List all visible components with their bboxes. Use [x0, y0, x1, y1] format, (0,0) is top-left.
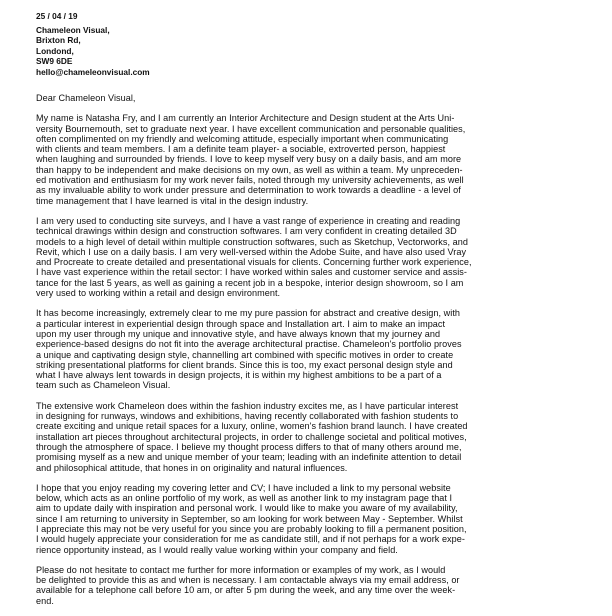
paragraph-line: versity Bournemouth, set to graduate next year. I have excellent communication and personable qualities,	[36, 123, 466, 134]
recipient-city: Londond,	[36, 45, 74, 56]
paragraph-line: ed motivation and enthusiasm for my work never fails, noted through my university achievements, as well	[36, 175, 464, 186]
paragraph-line: upon my user through my unique and innovative style, and have always known that my journey and	[36, 328, 441, 339]
paragraph-line: rience opportunity instead, as I would really value working within your company and field.	[36, 544, 398, 555]
letter-paragraph-6	[36, 565, 576, 606]
paragraph-line: I hope that you enjoy reading my covering letter and CV; I have included a link to my personal website	[36, 482, 451, 493]
paragraph-line: experience-based designs do not fit into the average architectural practise. Chameleon's portfolio proves	[36, 339, 462, 350]
paragraph-line: installation art pieces throughout architectural projects, in order to challenge societal and political motives,	[36, 431, 467, 442]
paragraph-line: team such as Chameleon Visual.	[36, 380, 171, 391]
paragraph-line: Please do not hesitate to contact me further for more information or examples of my work, as I would	[36, 564, 446, 575]
paragraph-line: create exciting and unique retail spaces for a luxury, online, women's fashion brand launch. I have created	[36, 421, 468, 432]
paragraph-line: My name is Natasha Fry, and I am currently an Interior Architecture and Design student at the Arts Uni-	[36, 113, 455, 124]
paragraph-line: promising myself as a new and unique member of your team; leading with an indefinite attention to detail	[36, 452, 462, 463]
letter-date: 25 / 04 / 19	[36, 11, 78, 21]
paragraph-line: aim to update daily with inspiration and personal work. I would like to make you aware of my availability,	[36, 503, 458, 514]
paragraph-line: time management that I have learned is vital in the design industry.	[36, 195, 309, 206]
paragraph-line: available for a telephone call before 10 am, or after 5 pm during the week, and any time over the week-	[36, 585, 456, 596]
paragraph-line: I would hugely appreciate your consideration for me as candidate still, and if not perhaps for a work expe-	[36, 534, 465, 545]
letter-paragraph-3	[36, 308, 576, 390]
letter-paragraph-1	[36, 113, 576, 206]
recipient-postcode: SW9 6DE	[36, 56, 73, 67]
paragraph-line: I have vast experience within the retail sector: I have worked within sales and customer service and assis-	[36, 267, 467, 278]
letter-paragraph-4	[36, 401, 576, 473]
paragraph-line: I appreciate this may not be very useful for you since you are probably looking to fill a permanent position,	[36, 523, 467, 534]
letter-salutation: Dear Chameleon Visual,	[36, 93, 136, 103]
paragraph-line: with clients and team members. I am a definite team player- a sociable, extroverted person, happiest	[36, 144, 446, 155]
paragraph-line: when laughing and surrounded by friends. I love to keep myself very busy on a daily basis, and am more	[36, 154, 462, 165]
letter-paragraph-2	[36, 216, 576, 298]
paragraph-line: The extensive work Chameleon does within the fashion industry excites me, as I have particular interest	[36, 400, 459, 411]
recipient-name: Chameleon Visual,	[36, 24, 110, 35]
paragraph-line: be delighted to provide this as and when is necessary. I am contactable always via my email address, or	[36, 575, 460, 586]
paragraph-line: tance for the last 5 years, as well as gaining a recent job in a bespoke, interior design showroom, so I am	[36, 277, 464, 288]
recipient-email: hello@chameleonvisual.com	[36, 66, 150, 77]
recipient-street: Brixton Rd,	[36, 35, 81, 46]
letter-body	[36, 93, 576, 616]
paragraph-line: end.	[36, 595, 54, 606]
letter-header	[36, 11, 150, 78]
paragraph-line: models to a high level of detail within multiple construction softwares, such as Sketchup, Vectorworks, and	[36, 236, 468, 247]
paragraph-line: through the atmosphere of space. I believe my thought process differs to that of many others around me,	[36, 441, 462, 452]
paragraph-line: in designing for runways, windows and exhibitions, having recently collaborated with fashion students to	[36, 411, 459, 422]
paragraph-line: striking presentational platforms for client brands. Since this is too, my exact personal design style and	[36, 359, 453, 370]
paragraph-line: and philosophical attitude, that hones in on originality and natural influences.	[36, 462, 348, 473]
paragraph-line: a particular interest in experiential design through space and Installation art. I aim to make an impact	[36, 318, 446, 329]
paragraph-line: technical drawings within design and construction softwares. I am very confident in creating detailed 3D	[36, 226, 457, 237]
paragraph-line: Revit, which I use on a daily basis. I am very well-versed within the Adobe Suite, and have also used Vray	[36, 246, 467, 257]
paragraph-line: often complimented on my friendly and welcoming attitude, especially important when communicating	[36, 133, 449, 144]
paragraph-line: than happy to be independent and make decisions on my own, as well as within a team. My unpreceden-	[36, 164, 463, 175]
paragraph-line: below, which acts as an online portfolio of my work, as well as another link to my instagram page that I	[36, 493, 453, 504]
paragraph-line: a unique and captivating design style, channelling art combined with specific motives in order to create	[36, 349, 454, 360]
paragraph-line: I am very used to conducting site surveys, and I have a vast range of experience in creating and reading	[36, 215, 461, 226]
letter-paragraph-5	[36, 483, 576, 555]
letter-paragraphs	[36, 113, 576, 606]
paragraph-line: It has become increasingly, extremely clear to me my pure passion for abstract and creative design, with	[36, 308, 461, 319]
paragraph-line: since I am returning to university in September, so am looking for work between May - September. Whilst	[36, 513, 463, 524]
paragraph-line: and Procreate to create detailed and presentational visuals for clients. Concerning further work experience,	[36, 257, 472, 268]
paragraph-line: as my invaluable ability to work under pressure and determination to work towards a deadline - a level of	[36, 185, 461, 196]
paragraph-line: very used to working within a retail and design environment.	[36, 288, 281, 299]
paragraph-line: what I have always lent towards in design projects, it is within my highest ambitions to be a part of a	[36, 370, 442, 381]
